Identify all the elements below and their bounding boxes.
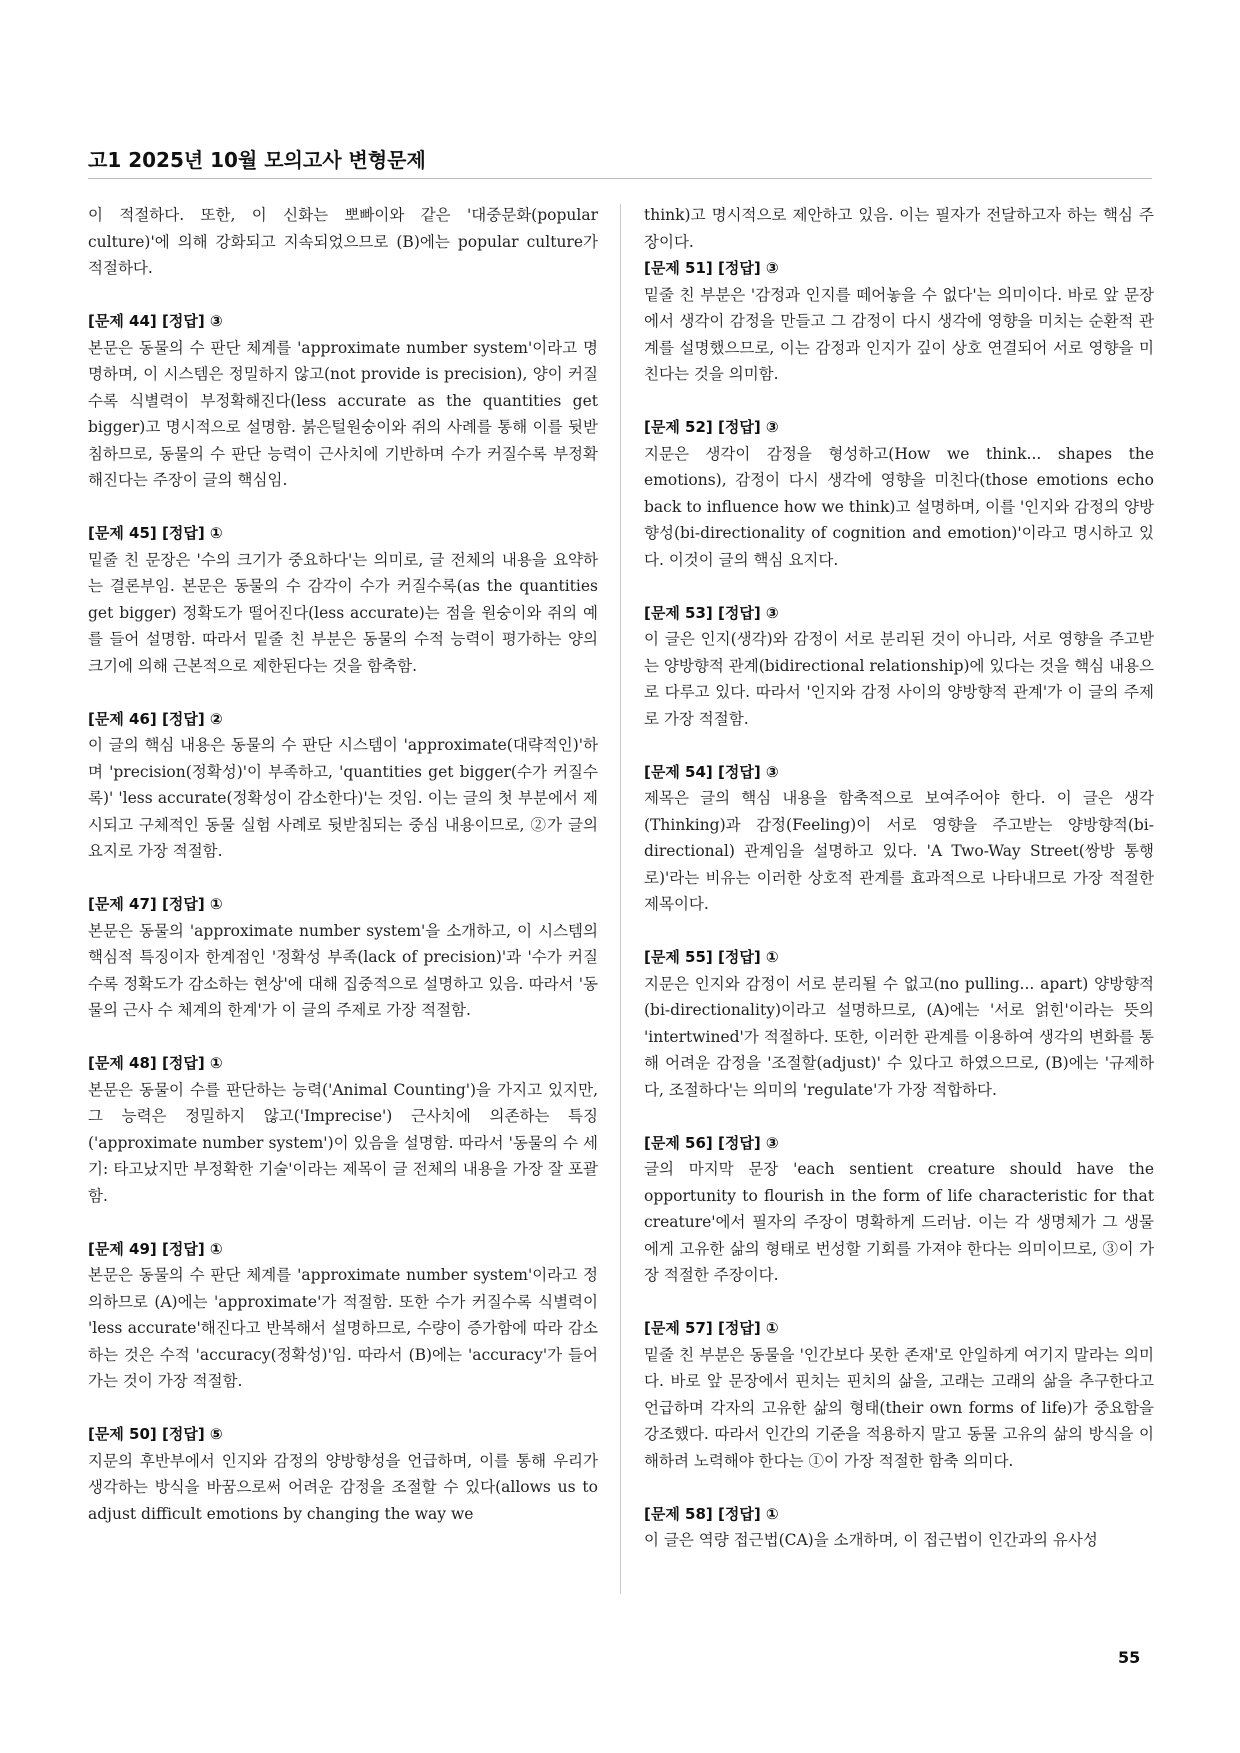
left-continuation-text: 이 적절하다. 또한, 이 신화는 뽀빠이와 같은 '대중문화(popular culture)'에 의해 강화되고 지속되었으므로 (B)에는 popular culture가 적절하다.: [88, 206, 598, 277]
answer-block-57: [644, 1315, 1154, 1474]
answer-heading: [문제 48] [정답] ①: [88, 1054, 223, 1072]
answer-explanation: 본문은 동물이 수를 판단하는 능력('Animal Counting')을 가지고 있지만, 그 능력은 정밀하지 않고('Imprecise') 근사치에 의존하는 특징('approximate number system')이 있음을 설명함. 따라서 '동물의 수 세기: 타고났지만 부정확한 기술'이라는 제목이 글 전체의 내용을 가장 잘 포괄함.: [88, 1080, 598, 1205]
answer-explanation: 이 글은 역량 접근법(CA)을 소개하며, 이 접근법이 인간과의 유사성: [644, 1531, 1098, 1549]
answer-heading: [문제 51] [정답] ③: [644, 259, 779, 277]
answer-block-49: [88, 1236, 598, 1395]
answer-heading: [문제 54] [정답] ③: [644, 762, 779, 781]
answer-block-51: [644, 255, 1154, 388]
answer-block-54: [644, 759, 1154, 918]
answer-explanation: 밑줄 친 부분은 동물을 '인간보다 못한 존재'로 안일하게 여기지 말라는 의미다. 바로 앞 문장에서 핀치는 핀치의 삶을, 고래는 고래의 삶을 추구한다고 언급하며 각자의 고유한 삶의 형태(their own forms of life)가 중요함을 강조했다. 따라서 인간의 기준을 적용하지 말고 동물 고유의 삶의 방식을 이해하려 노력해야 한다는 ①이 가장 적절한 함축 의미다.: [644, 1345, 1154, 1470]
answer-explanation: 이 글은 인지(생각)와 감정이 서로 분리된 것이 아니라, 서로 영향을 주고받는 양방향적 관계(bidirectional relationship)에 있다는 것을 핵심 내용으로 다루고 있다. 따라서 '인지와 감정 사이의 양방향적 관계'가 이 글의 주제로 가장 적절함.: [644, 630, 1154, 728]
column-divider: [620, 204, 621, 1594]
answer-explanation: 밑줄 친 부분은 '감정과 인지를 떼어놓을 수 없다'는 의미이다. 바로 앞 문장에서 생각이 감정을 만들고 그 감정이 다시 생각에 영향을 미치는 순환적 관계를 설명했으므로, 이는 감정과 인지가 깊이 상호 연결되어 서로 영향을 미친다는 것을 의미함.: [644, 285, 1154, 383]
answer-heading: [문제 52] [정답] ③: [644, 418, 779, 436]
answer-block-48: [88, 1050, 598, 1209]
answer-block-45: [88, 520, 598, 679]
answer-heading: [문제 50] [정답] ⑤: [88, 1425, 223, 1443]
right-column: [644, 202, 1154, 1554]
page-number: 55: [1118, 1648, 1141, 1667]
answer-block-55: [644, 944, 1154, 1103]
answer-explanation: 제목은 글의 핵심 내용을 함축적으로 보여주어야 한다. 이 글은 생각(Thinking)과 감정(Feeling)이 서로 영향을 주고받는 양방향적(bi-directional) 관계임을 설명하고 있다. 'A Two-Way Street(쌍방 통행로)'라는 비유는 이러한 상호적 관계를 효과적으로 나타내므로 가장 적절한 제목이다.: [644, 789, 1154, 913]
left-column: [88, 202, 598, 1527]
answer-explanation: 본문은 동물의 수 판단 체계를 'approximate number system'이라고 명명하며, 이 시스템은 정밀하지 않고(not provide is precision), 양이 커질수록 식별력이 부정확해진다(less accurate as the quantities get bigger)고 명시적으로 설명함. 붉은털원숭이와 쥐의 사례를 통해 이를 뒷받침하므로, 동물의 수 판단 능력이 근사치에 기반하며 수가 커질수록 부정확해진다는 주장이 글의 핵심임.: [88, 338, 598, 489]
answer-heading: [문제 46] [정답] ②: [88, 709, 223, 728]
answer-heading: [문제 47] [정답] ①: [88, 895, 223, 913]
page-title: 고1 2025년 10월 모의고사 변형문제: [88, 148, 426, 172]
answer-heading: [문제 45] [정답] ①: [88, 524, 223, 542]
answer-block-58: [644, 1501, 1154, 1554]
answer-block-47: [88, 891, 598, 1024]
answer-explanation: 지문은 생각이 감정을 형성하고(How we think... shapes the emotions), 감정이 다시 생각에 영향을 미친다(those emotions echo back to influence how we think)고 설명하며, 이를 '인지와 감정의 양방향성(bi-directionality of cognition and emotion)'이라고 명시하고 있다. 이것이 글의 핵심 요지다.: [644, 444, 1154, 569]
answer-heading: [문제 44] [정답] ③: [88, 312, 223, 330]
answer-block-50: [88, 1421, 598, 1527]
answer-explanation: 지문은 인지와 감정이 서로 분리될 수 없고(no pulling... apart) 양방향적(bi-directionality)이라고 설명하므로, (A)에는 '서로 얽힌'이라는 뜻의 'intertwined'가 적절하다. 또한, 이러한 관계를 이용하여 생각의 변화를 통해 어려운 감정을 '조절할(adjust)' 수 있다고 하였으므로, (B)에는 '규제하다, 조절하다'는 의미의 'regulate'가 가장 적합하다.: [644, 974, 1154, 1099]
answer-block-56: [644, 1130, 1154, 1289]
answer-explanation: 밑줄 친 문장은 '수의 크기가 중요하다'는 의미로, 글 전체의 내용을 요약하는 결론부임. 본문은 동물의 수 감각이 수가 커질수록(as the quantities get bigger) 정확도가 떨어진다(less accurate)는 점을 원숭이와 쥐의 예를 들어 설명함. 따라서 밑줄 친 부분은 동물의 수적 능력이 평가하는 양의 크기에 의해 근본적으로 제한된다는 것을 함축함.: [88, 550, 598, 675]
answer-heading: [문제 58] [정답] ①: [644, 1504, 779, 1523]
answer-explanation: 글의 마지막 문장 'each sentient creature should have the opportunity to flourish in the form of life characteristic for that creature'에서 필자의 주장이 명확하게 드러남. 이는 각 생명체가 그 생물에게 고유한 삶의 형태로 번성할 기회를 가져야 한다는 의미이므로, ③이 가장 적절한 주장이다.: [644, 1160, 1154, 1284]
answer-heading: [문제 57] [정답] ①: [644, 1319, 779, 1337]
answer-heading: [문제 53] [정답] ③: [644, 603, 779, 622]
answer-heading: [문제 56] [정답] ③: [644, 1133, 779, 1152]
answer-block-53: [644, 600, 1154, 733]
answer-explanation: 지문의 후반부에서 인지와 감정의 양방향성을 언급하며, 이를 통해 우리가 생각하는 방식을 바꿈으로써 어려운 감정을 조절할 수 있다(allows us to adjust difficult emotions by changing the way we: [88, 1451, 598, 1523]
answer-explanation: 본문은 동물의 수 판단 체계를 'approximate number system'이라고 정의하므로 (A)에는 'approximate'가 적절함. 또한 수가 커질수록 식별력이 'less accurate'해진다고 반복해서 설명하므로, 수량이 증가함에 따라 감소하는 것은 수적 'accuracy(정확성)'임. 따라서 (B)에는 'accuracy'가 들어가는 것이 가장 적절함.: [88, 1266, 598, 1390]
answer-block-44: [88, 308, 598, 494]
answer-heading: [문제 49] [정답] ①: [88, 1239, 223, 1258]
answer-heading: [문제 55] [정답] ①: [644, 948, 779, 966]
answer-explanation: 이 글의 핵심 내용은 동물의 수 판단 시스템이 'approximate(대략적인)'하며 'precision(정확성)'이 부족하고, 'quantities get bigger(수가 커질수록)' 'less accurate(정확성이 감소한다)'는 것임. 이는 글의 첫 부분에서 제시되고 구체적인 동물 실험 사례로 뒷받침되는 중심 내용이므로, ②가 글의 요지로 가장 적절함.: [88, 736, 598, 860]
answer-block-52: [644, 414, 1154, 573]
answer-explanation: 본문은 동물의 'approximate number system'을 소개하고, 이 시스템의 핵심적 특징이자 한계점인 '정확성 부족(lack of precision)'과 '수가 커질수록 정확도가 감소하는 현상'에 대해 집중적으로 설명하고 있음. 따라서 '동물의 근사 수 체계의 한계'가 이 글의 주제로 가장 적절함.: [88, 921, 598, 1019]
title-divider: [88, 178, 1152, 179]
right-continuation-text: think)고 명시적으로 제안하고 있음. 이는 필자가 전달하고자 하는 핵심 주장이다.: [644, 206, 1154, 251]
answer-block-46: [88, 706, 598, 865]
